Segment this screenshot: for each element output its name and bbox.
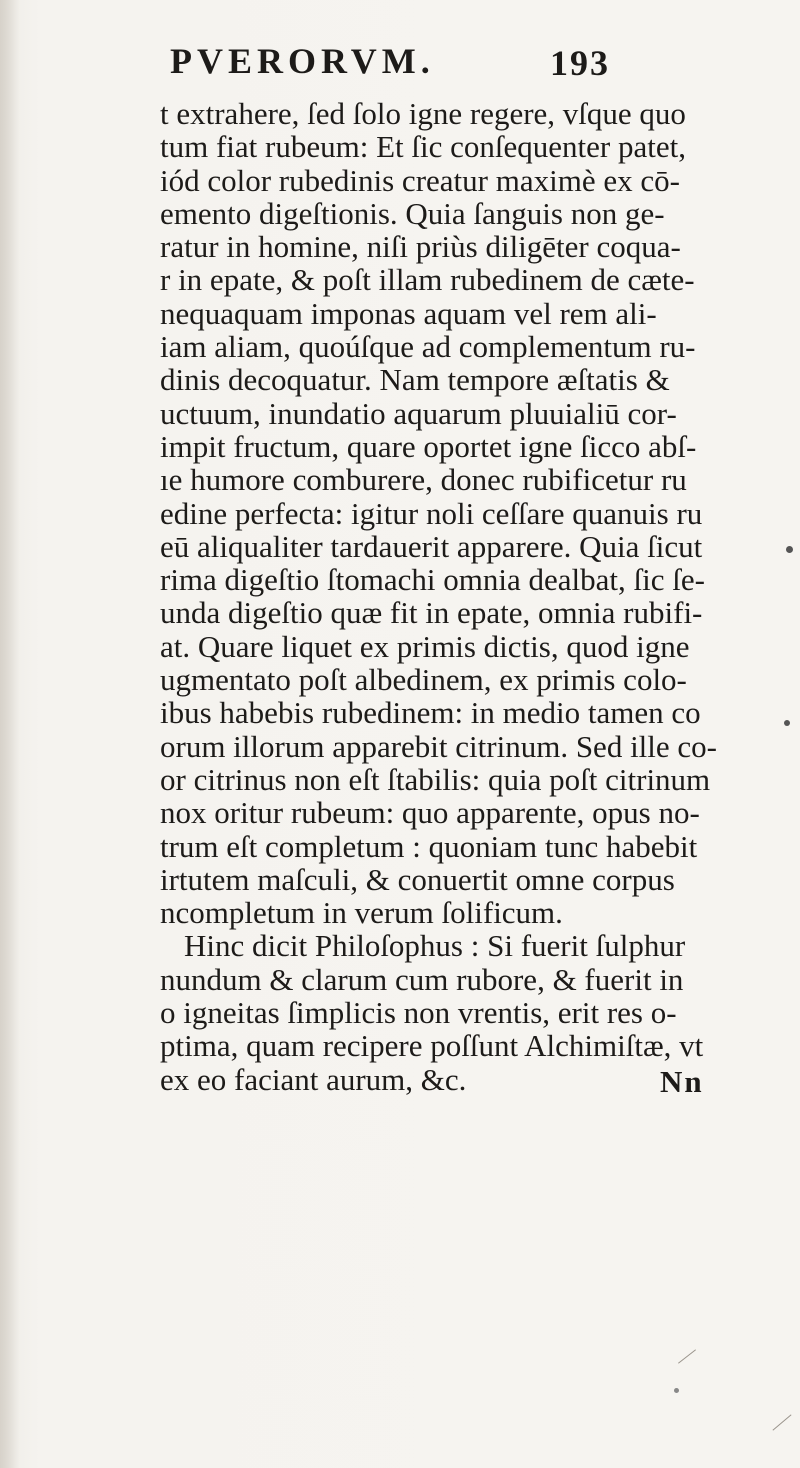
running-head [170,40,610,84]
text-line: ibus habebis rubedinem: in medio tamen co [160,695,701,731]
paper-mark [772,1414,791,1430]
text-line: at. Quare liquet ex primis dictis, quod igne [160,628,690,664]
paragraph-start-line: Hinc dicit Philoſophus : Si fuerit ſulphur [184,928,686,964]
text-line: ıe humore comburere, donec rubificetur ru [160,462,687,498]
text-line: r in epate, & poſt illam rubedinem de cæte- [160,262,695,298]
text-line: or citrinus non eſt ſtabilis: quia poſt citrinum [160,761,711,797]
text-line: tum fiat rubeum: Et ſic conſequenter patet, [160,129,686,165]
text-line: nequaquam imponas aquam vel rem ali- [160,295,657,331]
ink-spot [786,546,793,553]
paper-mark [678,1349,696,1363]
text-line: unda digeſtio quæ fit in epate, omnia rubifi- [160,595,703,631]
text-line: eū aliqualiter tardauerit apparere. Quia ſicut [160,528,703,564]
text-line: nox oritur rubeum: quo apparente, opus no- [160,795,700,831]
text-line: ncompletum in verum ſolificum. [160,895,563,931]
text-line: iam aliam, quoúſque ad complementum ru- [160,329,696,365]
text-line: ratur in homine, niſi priùs diligēter coqua- [160,229,681,265]
text-line: impit fructum, quare oportet igne ſicco abſ- [160,428,697,464]
page-number: 193 [550,43,610,83]
text-line: t extrahere, ſed ſolo igne regere, vſque quo [160,96,686,131]
body-text [160,97,740,1096]
ink-spot [784,720,790,726]
text-line: irtutem maſculi, & conuertit omne corpus [160,861,675,897]
text-line: orum illorum apparebit citrinum. Sed ille co- [160,728,718,764]
ink-spot [674,1388,679,1393]
text-line: trum eſt completum : quoniam tunc habebit [160,828,698,864]
text-line: rima digeſtio ſtomachi omnia dealbat, ſic ſe- [160,562,705,598]
text-line: uctuum, inundatio aquarum pluuialiū cor- [160,395,677,431]
text-line: edine perfecta: igitur noli ceſſare quanuis ru [160,495,703,531]
text-line: o igneitas ſimplicis non vrentis, erit res o- [160,995,677,1031]
text-line: emento digeſtionis. Quia ſanguis non ge- [160,195,665,231]
running-title: PVERORVM. [170,41,435,81]
text-line: nundum & clarum cum rubore, & fuerit in [160,961,684,997]
catchword: Nn [660,1064,704,1099]
text-line: dinis decoquatur. Nam tempore æſtatis & [160,362,670,398]
page-gutter-shadow [0,0,20,1468]
text-line: iód color rubedinis creatur maximè ex cō- [160,162,680,198]
text-line: ptima, quam recipere poſſunt Alchimiſtæ, vt [160,1028,704,1064]
text-line: ex eo faciant aurum, &c. [160,1061,467,1097]
text-line: ugmentato poſt albedinem, ex primis colo- [160,662,687,698]
